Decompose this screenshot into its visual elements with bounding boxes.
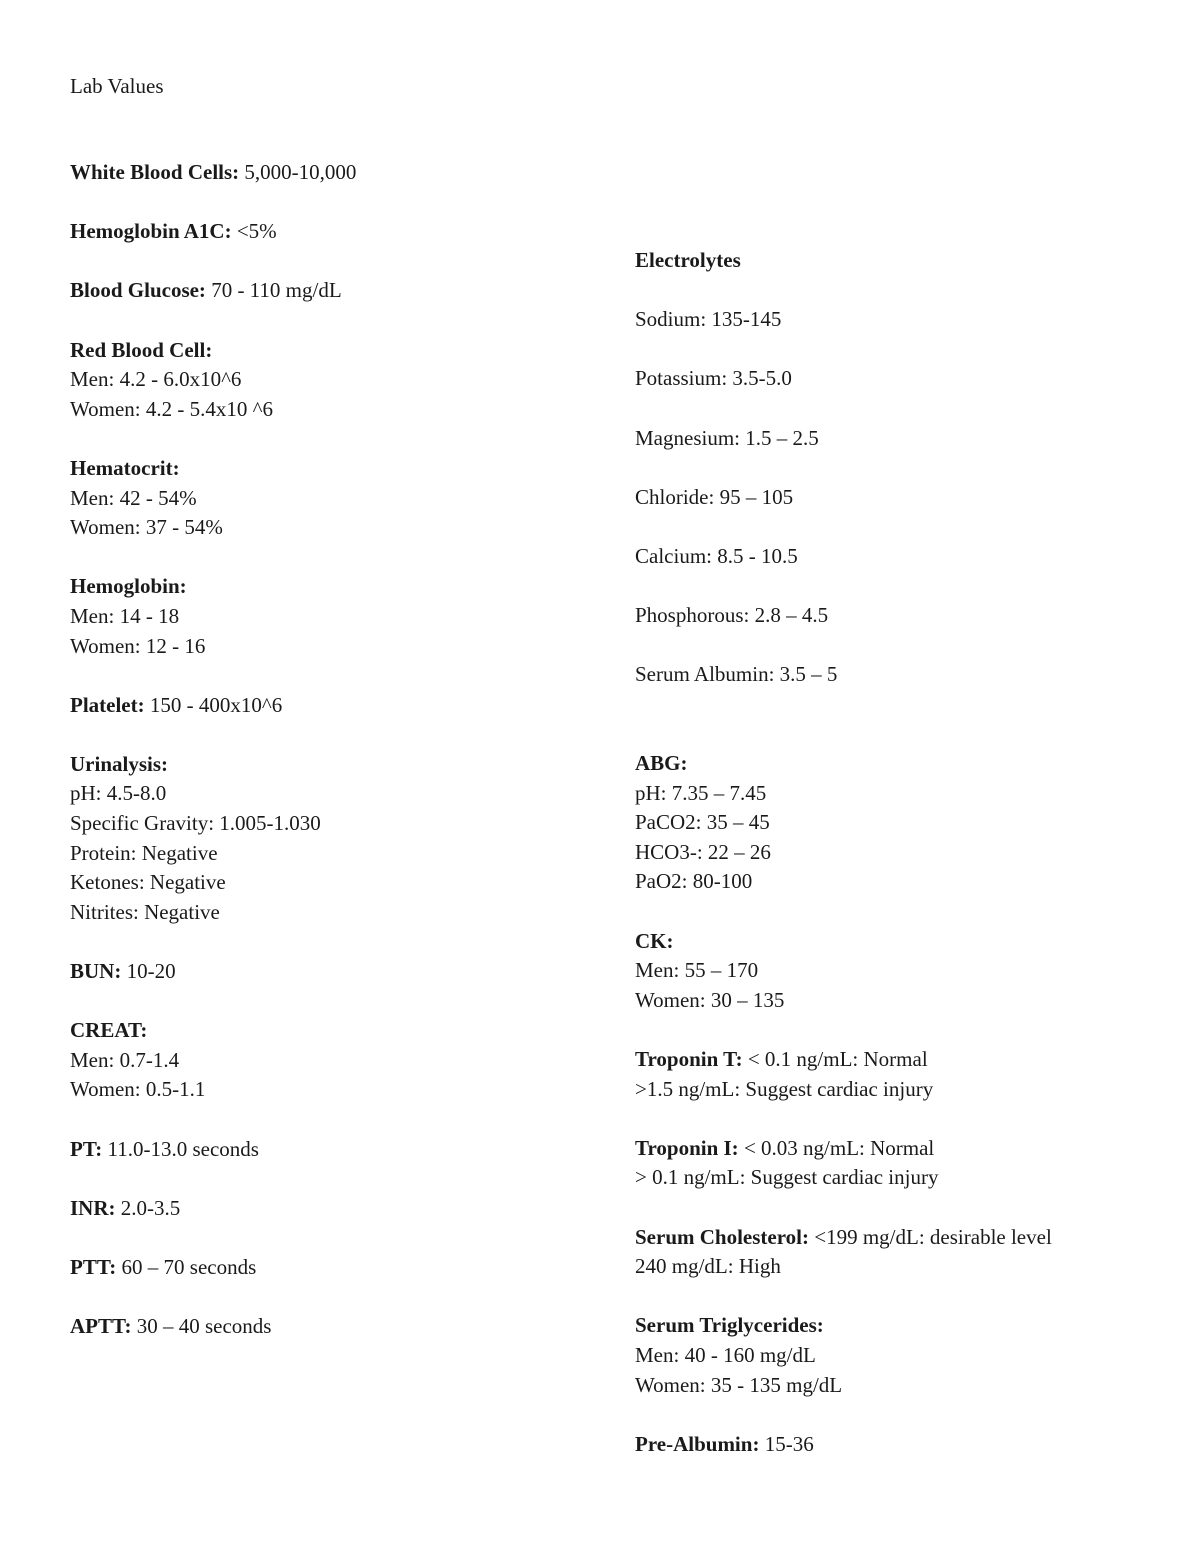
lab-value-ketones: Ketones: Negative (70, 870, 226, 895)
lab-value: 70 - 110 mg/dL (205, 278, 342, 303)
section-heading: Electrolytes (635, 248, 741, 272)
lab-calcium (635, 542, 1175, 572)
lab-ck (635, 927, 1175, 1016)
lab-serum-cholesterol (635, 1223, 1175, 1282)
lab-pre-albumin (635, 1430, 1175, 1460)
lab-bun (70, 957, 590, 987)
lab-label: Blood Glucose: (70, 278, 206, 303)
lab-value-men: Men: 42 - 54% (70, 485, 197, 510)
lab-platelet (70, 691, 590, 721)
lab-label: Troponin T: (635, 1047, 743, 1072)
lab-label: White Blood Cells: (70, 160, 240, 184)
lab-value-women: Women: 37 - 54% (70, 515, 223, 540)
lab-value-protein: Protein: Negative (70, 840, 218, 865)
lab-potassium (635, 364, 1175, 394)
lab-value-women: Women: 0.5-1.1 (70, 1077, 206, 1102)
lab-value: 2.0-3.5 (115, 1195, 181, 1220)
lab-chloride (635, 483, 1175, 513)
lab-urinalysis (70, 750, 590, 928)
lab-value-hco3: HCO3-: 22 – 26 (635, 839, 771, 864)
lab-troponin-i (635, 1134, 1175, 1193)
lab-value-women: Women: 4.2 - 5.4x10 ^6 (70, 396, 273, 421)
lab-value: Calcium: 8.5 - 10.5 (635, 543, 798, 568)
lab-value: Magnesium: 1.5 – 2.5 (635, 425, 819, 450)
lab-value: 30 – 40 seconds (131, 1314, 272, 1339)
lab-label: INR: (70, 1195, 116, 1220)
lab-value: Sodium: 135-145 (635, 307, 782, 332)
lab-value-injury: >1.5 ng/mL: Suggest cardiac injury (635, 1076, 934, 1101)
lab-value-paco2: PaCO2: 35 – 45 (635, 810, 770, 835)
lab-value: Serum Albumin: 3.5 – 5 (635, 662, 838, 687)
lab-pt (70, 1135, 590, 1165)
right-column (635, 246, 1175, 1459)
page-title: Lab Values (70, 74, 164, 98)
lab-value-men: Men: 55 – 170 (635, 958, 759, 983)
lab-value-high: 240 mg/dL: High (635, 1254, 781, 1279)
lab-value-injury: > 0.1 ng/mL: Suggest cardiac injury (635, 1165, 939, 1190)
lab-label: BUN: (70, 959, 122, 984)
lab-value-men: Men: 0.7-1.4 (70, 1047, 180, 1072)
lab-value: 15-36 (759, 1431, 814, 1456)
lab-label: Serum Triglycerides: (635, 1313, 824, 1338)
lab-value-men: Men: 4.2 - 6.0x10^6 (70, 367, 242, 392)
lab-label: Hematocrit: (70, 455, 180, 480)
lab-label: Red Blood Cell: (70, 337, 213, 362)
lab-sodium (635, 305, 1175, 335)
lab-value: 10-20 (121, 959, 176, 984)
lab-label: Serum Cholesterol: (635, 1224, 809, 1249)
lab-value: 5,000-10,000 (239, 160, 357, 184)
lab-label: Troponin I: (635, 1135, 739, 1160)
lab-ptt (70, 1253, 590, 1283)
electrolytes-heading (635, 246, 1175, 276)
lab-value-ph: pH: 7.35 – 7.45 (635, 780, 767, 805)
lab-value-men: Men: 14 - 18 (70, 603, 180, 628)
lab-label: CREAT: (70, 1018, 148, 1043)
lab-value: <199 mg/dL: desirable level (809, 1224, 1052, 1249)
lab-inr (70, 1194, 590, 1224)
lab-value: < 0.03 ng/mL: Normal (738, 1135, 935, 1160)
lab-serum-albumin (635, 660, 1175, 690)
lab-aptt (70, 1312, 590, 1342)
lab-value-women: Women: 12 - 16 (70, 633, 206, 658)
lab-label: ABG: (635, 751, 688, 776)
lab-label: Hemoglobin A1C: (70, 219, 232, 244)
lab-serum-triglycerides (635, 1311, 1175, 1400)
lab-magnesium (635, 424, 1175, 454)
lab-value-nitrites: Nitrites: Negative (70, 899, 220, 924)
lab-phosphorous (635, 601, 1175, 631)
lab-a1c (70, 217, 590, 247)
lab-label: APTT: (70, 1314, 132, 1339)
lab-value: Chloride: 95 – 105 (635, 484, 794, 509)
lab-label: PT: (70, 1136, 103, 1161)
lab-label: Hemoglobin: (70, 574, 187, 599)
lab-wbc (70, 158, 590, 188)
lab-value: 150 - 400x10^6 (144, 692, 283, 717)
lab-label: CK: (635, 928, 674, 953)
lab-value: < 0.1 ng/mL: Normal (742, 1047, 928, 1072)
lab-glucose (70, 276, 590, 306)
lab-value-women: Women: 30 – 135 (635, 987, 785, 1012)
lab-abg (635, 749, 1175, 897)
lab-label: Platelet: (70, 692, 145, 717)
lab-value-specific-gravity: Specific Gravity: 1.005-1.030 (70, 811, 321, 836)
lab-value-pao2: PaO2: 80-100 (635, 869, 753, 894)
lab-creat (70, 1016, 590, 1105)
left-column (70, 158, 590, 1342)
lab-rbc (70, 336, 590, 425)
lab-value-ph: pH: 4.5-8.0 (70, 781, 167, 806)
lab-value: Phosphorous: 2.8 – 4.5 (635, 603, 829, 628)
lab-value: 60 – 70 seconds (116, 1254, 257, 1279)
lab-label: Urinalysis: (70, 751, 169, 776)
lab-value: Potassium: 3.5-5.0 (635, 366, 792, 391)
lab-hemoglobin (70, 572, 590, 661)
lab-value: <5% (231, 219, 277, 244)
lab-hematocrit (70, 454, 590, 543)
lab-value-women: Women: 35 - 135 mg/dL (635, 1372, 843, 1397)
lab-label: PTT: (70, 1254, 117, 1279)
lab-label: Pre-Albumin: (635, 1431, 760, 1456)
lab-value-men: Men: 40 - 160 mg/dL (635, 1342, 816, 1367)
lab-troponin-t (635, 1045, 1175, 1104)
lab-value: 11.0-13.0 seconds (102, 1136, 259, 1161)
